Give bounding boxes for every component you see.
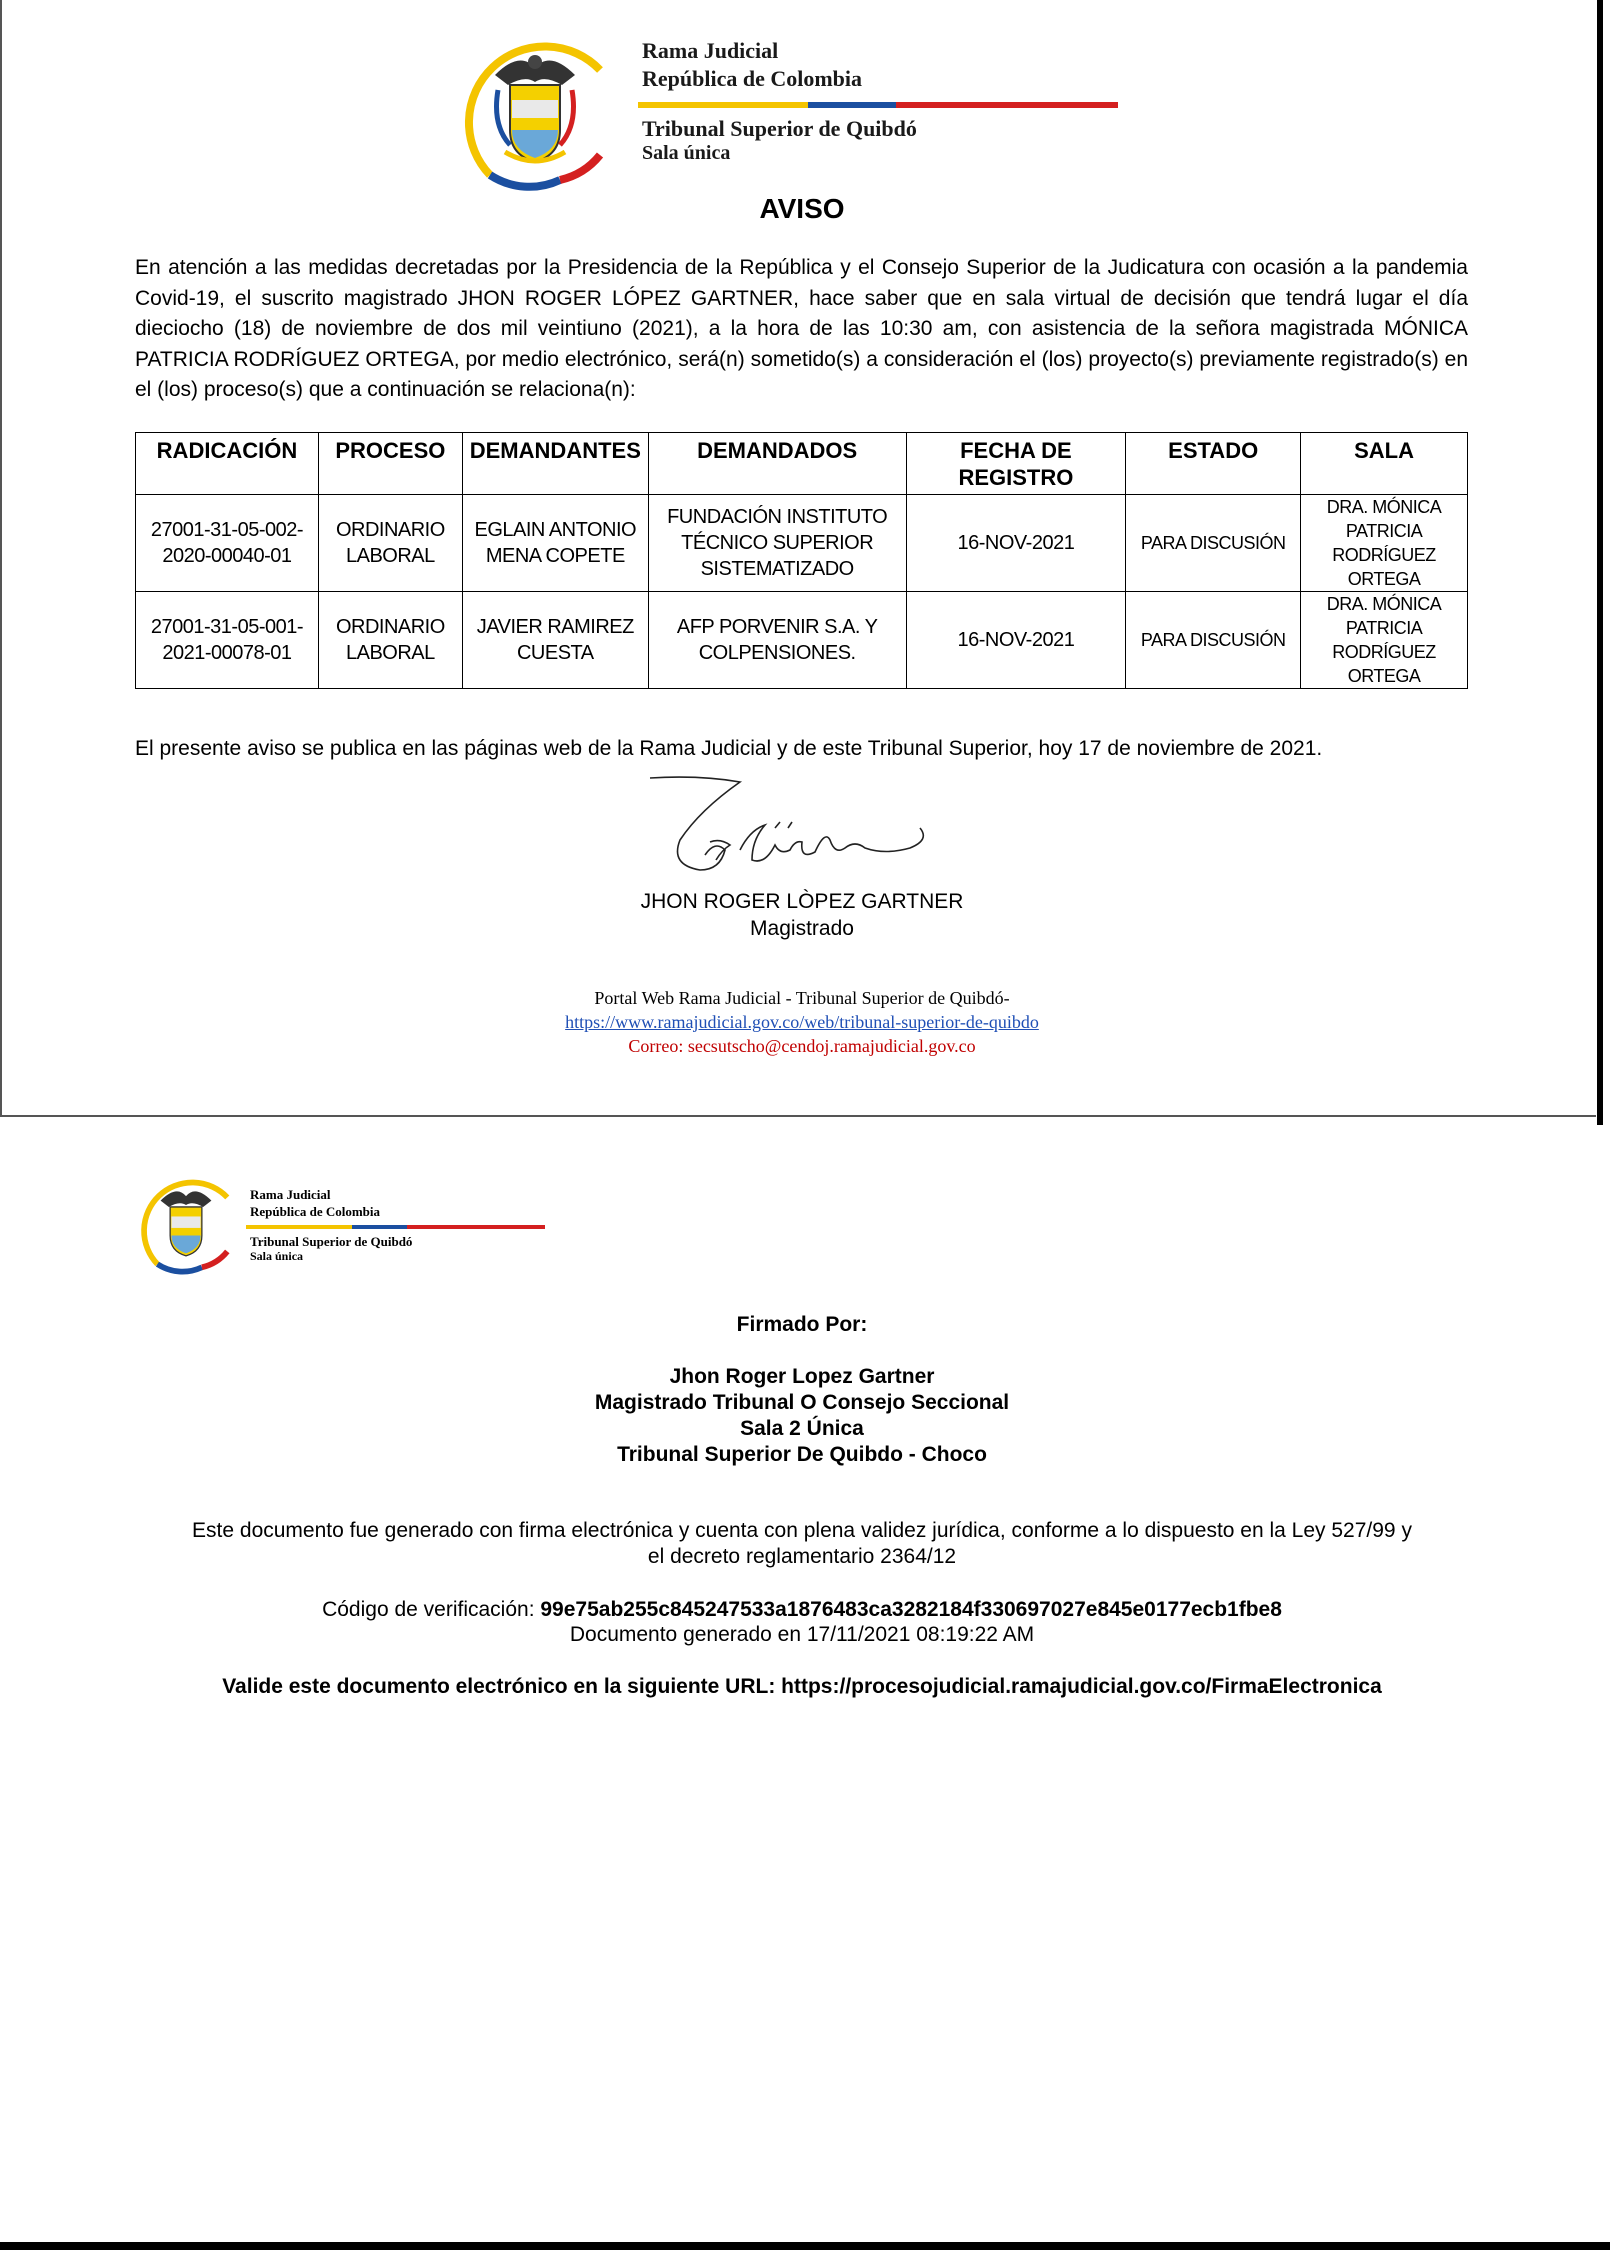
cell-text: 27001-31-05-002- xyxy=(150,519,304,541)
intro-paragraph: En atención a las medidas decretadas por la Presidencia de la República y el Consejo Superior de la Judicatura con ocasión a la pandemia Covid-19, el suscrito magistrado JHON ROGER LÓPEZ GARTNER, hace saber que en sala virtual de decisión que tendrá lugar el día dieciocho (18) de noviembre de dos mil veintiuno (2021), a la hora de las 10:30 am, con asistencia de la señora magistrada MÓNICA PATRICIA RODRÍGUEZ ORTEGA, por medio electrónico, será(n) sometido(s) a consideración el (los) proyecto(s) previamente registrado(s) en el (los) proceso(s) que a continuación se relaciona(n): xyxy=(135,256,1468,401)
cell-estado: PARA DISCUSIÓN xyxy=(1126,592,1301,689)
cell-text: PATRICIA xyxy=(1345,618,1423,638)
header-radicacion: RADICACIÓN xyxy=(136,433,319,495)
header-fecha-l2: REGISTRO xyxy=(958,465,1074,490)
cell-text: COLPENSIONES. xyxy=(698,642,856,664)
cell-sala xyxy=(1301,495,1468,592)
signature-icon xyxy=(640,770,940,885)
tricolor-bar xyxy=(246,1225,545,1229)
cell-proceso xyxy=(318,592,462,689)
cell-text: DRA. MÓNICA xyxy=(1326,497,1442,517)
cell-estado: PARA DISCUSIÓN xyxy=(1126,495,1301,592)
letterhead-line-1: Rama Judicial xyxy=(642,38,779,63)
cell-demandantes xyxy=(462,495,648,592)
cell-text: RODRÍGUEZ xyxy=(1332,545,1436,565)
generated-timestamp: Documento generado en 17/11/2021 08:19:22 AM xyxy=(569,1623,1035,1646)
cell-fecha: 16-NOV-2021 xyxy=(906,495,1126,592)
verification-code-label: Código de verificación: xyxy=(322,1598,535,1621)
cell-demandados xyxy=(648,592,906,689)
cell-text: 27001-31-05-001- xyxy=(150,616,304,638)
cell-radicacion xyxy=(136,592,319,689)
validity-line-2: el decreto reglamentario 2364/12 xyxy=(647,1545,957,1568)
published-statement: El presente aviso se publica en las páginas web de la Rama Judicial y de este Tribunal Superior, hoy 17 de noviembre de 2021. xyxy=(135,737,1323,760)
verification-code-value: 99e75ab255c845247533a1876483ca3282184f330697027e845e0177ecb1fbe8 xyxy=(540,1598,1282,1621)
tricolor-bar xyxy=(638,102,1118,108)
table-header-row xyxy=(136,433,1468,495)
header-proceso: PROCESO xyxy=(318,433,462,495)
signed-by-name: Jhon Roger Lopez Gartner xyxy=(669,1365,935,1388)
letterhead-line-2: República de Colombia xyxy=(250,1204,381,1219)
cell-text: TÉCNICO SUPERIOR xyxy=(681,532,874,554)
process-table xyxy=(135,432,1468,689)
header-demandantes: DEMANDANTES xyxy=(462,433,648,495)
footer-portal: Portal Web Rama Judicial - Tribunal Superior de Quibdó- xyxy=(594,988,1010,1008)
letterhead-line-3: Tribunal Superior de Quibdó xyxy=(642,116,917,141)
header-fecha-l1: FECHA DE xyxy=(960,438,1072,463)
header-sala: SALA xyxy=(1301,433,1468,495)
validation-url[interactable]: Valide este documento electrónico en la siguiente URL: https://procesojudicial.ramajudicial.gov.co/FirmaElectronica xyxy=(222,1675,1382,1698)
cell-text: DRA. MÓNICA xyxy=(1326,594,1442,614)
cell-text: SISTEMATIZADO xyxy=(700,558,854,580)
header-estado: ESTADO xyxy=(1126,433,1301,495)
cell-text: LABORAL xyxy=(345,545,435,567)
coat-of-arms-icon xyxy=(132,1172,240,1280)
cell-text: ORTEGA xyxy=(1347,569,1421,589)
cell-text: RODRÍGUEZ xyxy=(1332,642,1436,662)
cell-text: JAVIER RAMIREZ xyxy=(476,616,634,638)
table-row xyxy=(136,592,1468,689)
letterhead xyxy=(450,30,1150,200)
cell-text: 2021-00078-01 xyxy=(162,642,292,664)
table-row xyxy=(136,495,1468,592)
letterhead-line-3: Tribunal Superior de Quibdó xyxy=(250,1234,413,1249)
footer-link[interactable]: https://www.ramajudicial.gov.co/web/tribunal-superior-de-quibdo xyxy=(565,1012,1039,1032)
page-bottom-edge xyxy=(0,2242,1610,2250)
coat-of-arms-icon xyxy=(450,30,620,200)
cell-text: FUNDACIÓN INSTITUTO xyxy=(667,506,888,528)
cell-text: EGLAIN ANTONIO xyxy=(474,519,637,541)
cell-text: PATRICIA xyxy=(1345,521,1423,541)
letterhead-line-1: Rama Judicial xyxy=(250,1187,331,1202)
cell-text: AFP PORVENIR S.A. Y xyxy=(676,616,878,638)
footer-email[interactable]: Correo: secsutscho@cendoj.ramajudicial.gov.co xyxy=(628,1036,976,1056)
cell-text: ORTEGA xyxy=(1347,666,1421,686)
cell-text: MENA COPETE xyxy=(485,545,625,567)
letterhead-line-4: Sala única xyxy=(250,1249,304,1263)
cell-text: ORDINARIO xyxy=(335,616,445,638)
cell-radicacion xyxy=(136,495,319,592)
verification-code xyxy=(0,1598,1604,1622)
cell-demandados xyxy=(648,495,906,592)
header-demandados: DEMANDADOS xyxy=(648,433,906,495)
cell-text: ORDINARIO xyxy=(335,519,445,541)
letterhead-line-2: República de Colombia xyxy=(642,66,863,91)
cell-demandantes xyxy=(462,592,648,689)
letterhead-line-4: Sala única xyxy=(642,142,731,164)
page-edge xyxy=(1597,0,1603,1125)
signed-by-position: Magistrado Tribunal O Consejo Seccional xyxy=(594,1391,1010,1414)
signed-by-heading: Firmado Por: xyxy=(736,1313,868,1336)
cell-text: CUESTA xyxy=(516,642,594,664)
signer-role: Magistrado xyxy=(750,917,854,940)
signed-by-court: Tribunal Superior De Quibdo - Choco xyxy=(617,1443,987,1466)
page-title: AVISO xyxy=(759,193,845,224)
cell-fecha: 16-NOV-2021 xyxy=(906,592,1126,689)
letterhead-small xyxy=(132,1172,552,1282)
cell-proceso xyxy=(318,495,462,592)
validity-line-1: Este documento fue generado con firma electrónica y cuenta con plena validez jurídica, conforme a lo dispuesto en la Ley 527/99 y xyxy=(192,1519,1412,1542)
header-fecha xyxy=(906,433,1126,495)
cell-text: LABORAL xyxy=(345,642,435,664)
cell-sala xyxy=(1301,592,1468,689)
signed-by-sala: Sala 2 Única xyxy=(740,1417,864,1440)
signer-name: JHON ROGER LÒPEZ GARTNER xyxy=(640,890,964,913)
cell-text: 2020-00040-01 xyxy=(162,545,292,567)
